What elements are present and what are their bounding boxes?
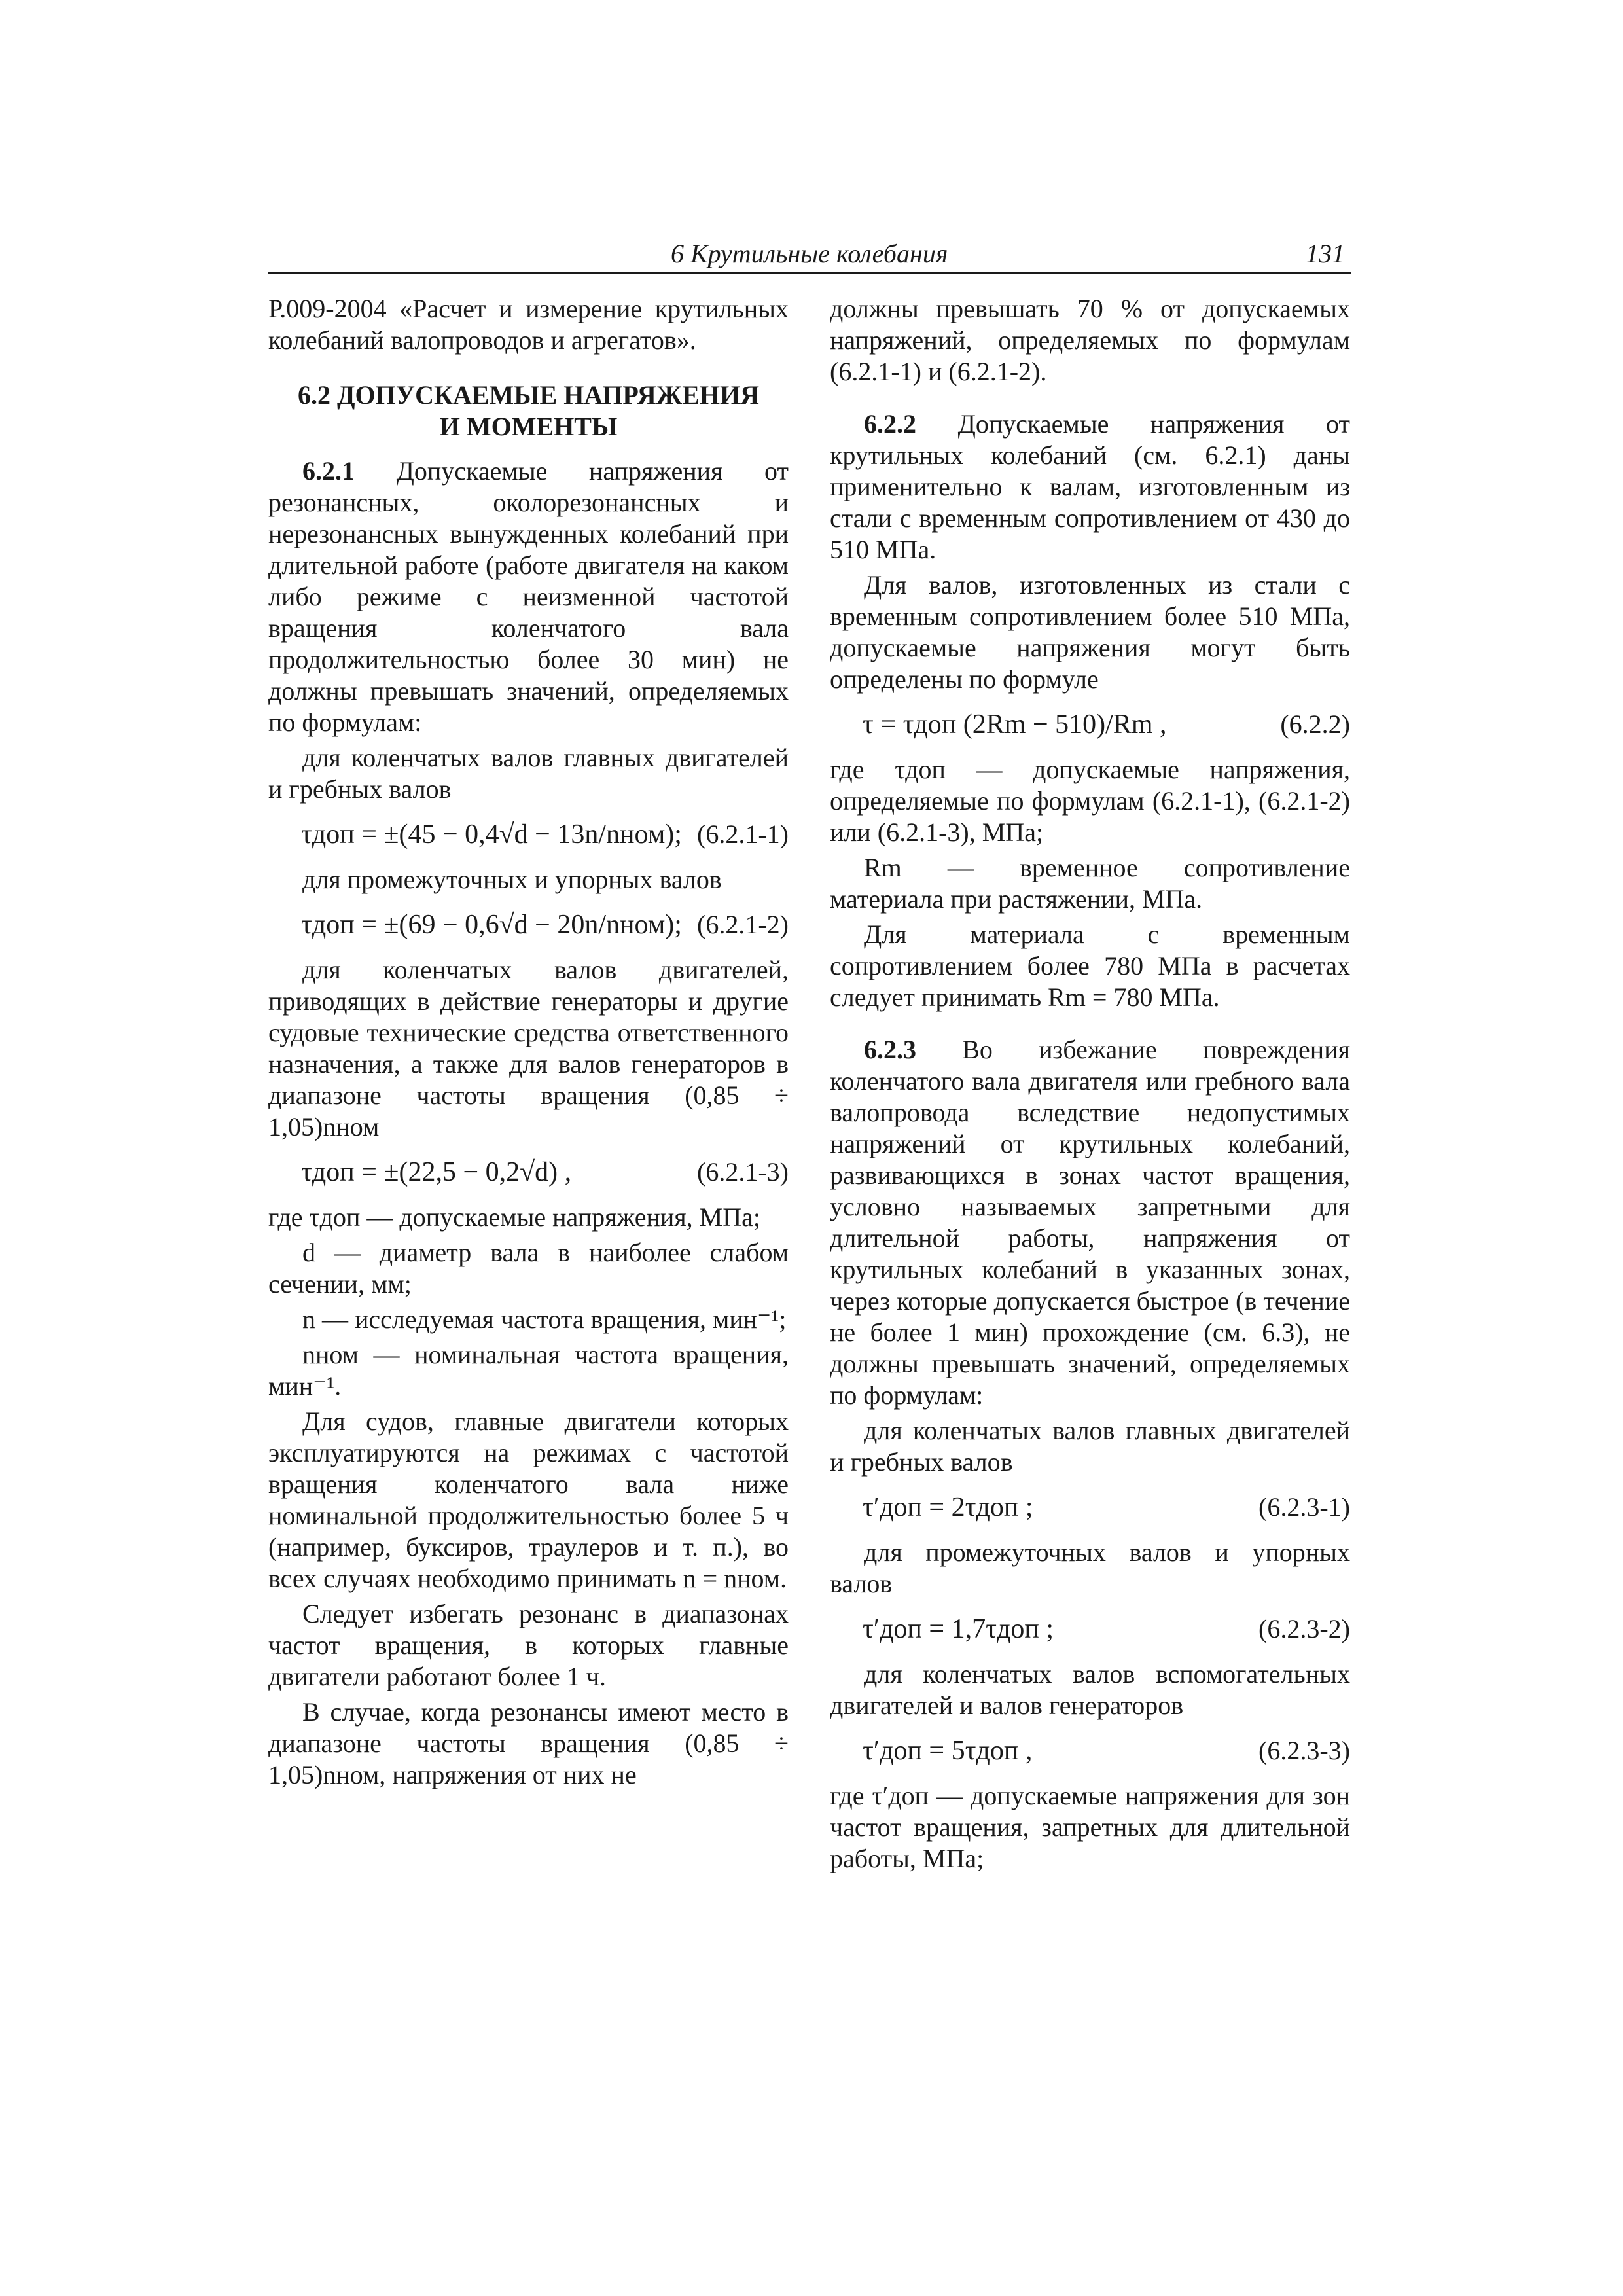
definition: где τдоп — допускаемые напряжения, определяемые по формулам (6.2.1-1), (6.2.1-2) или (6.2.1-3), МПа; (830, 755, 1350, 847)
case-text: для коленчатых валов вспомогательных двигателей и валов генераторов (830, 1659, 1350, 1720)
clause-number: 6.2.3 (864, 1035, 916, 1064)
formula-6-2-3-3 (830, 1728, 1350, 1774)
definition: где τдоп — допускаемые напряжения, МПа; (268, 1202, 760, 1232)
intro-paragraph: Р.009-2004 «Расчет и измерение крутильных колебаний валопроводов и агрегатов». (268, 294, 789, 355)
formula-number: (6.2.3-2) (1258, 1614, 1350, 1643)
definition: d — диаметр вала в наиболее слабом сечении, мм; (268, 1238, 789, 1299)
paragraph: Для валов, изготовленных из стали с временным сопротивлением более 510 МПа, допускаемые напряжения могут быть определены по формуле (830, 570, 1350, 694)
paragraph: Для материала с временным сопротивлением более 780 МПа в расчетах следует принимать Rm = 780 МПа. (830, 920, 1350, 1012)
formula-6-2-1-3 (268, 1149, 789, 1195)
clause-number: 6.2.1 (302, 456, 355, 486)
formula-expression: τ′доп = 1,7τдоп ; (863, 1614, 1054, 1644)
formula-6-2-1-2 (268, 902, 789, 948)
definition: Rm — временное сопротивление материала при растяжении, МПа. (830, 853, 1350, 914)
definition: nном — номинальная частота вращения, мин⁻¹. (268, 1340, 789, 1401)
formula-6-2-1-1 (268, 812, 789, 857)
section-heading-line2: И МОМЕНТЫ (439, 412, 618, 441)
formula-expression: τдоп = ±(22,5 − 0,2√d) , (301, 1157, 572, 1187)
page-number: 131 (1306, 239, 1345, 268)
clause-6-2-3 (830, 1034, 1350, 1411)
section-heading-line1: 6.2 ДОПУСКАЕМЫЕ НАПРЯЖЕНИЯ (297, 380, 760, 410)
paragraph: Следует избегать резонанс в диапазонах частот вращения, в которых главные двигатели работают более 1 ч. (268, 1599, 789, 1691)
definition: где τ′доп — допускаемые напряжения для зон частот вращения, запретных для длительной работы, МПа; (830, 1781, 1350, 1873)
case-text: для коленчатых валов главных двигателей и гребных валов (830, 1416, 1350, 1477)
formula-expression: τ = τдоп (2Rm − 510)/Rm , (863, 709, 1167, 740)
definition: n — исследуемая частота вращения, мин⁻¹; (302, 1304, 787, 1334)
formula-expression: τ′доп = 2τдоп ; (863, 1492, 1033, 1522)
case-text: для коленчатых валов главных двигателей и гребных валов (268, 743, 789, 804)
formula-number: (6.2.3-1) (1258, 1492, 1350, 1522)
section-heading (268, 380, 789, 442)
formula-number: (6.2.3-3) (1258, 1736, 1350, 1765)
paragraph: должны превышать 70 % от допускаемых напряжений, определяемых по формулам (6.2.1-1) и (6.2.1-2). (830, 294, 1350, 386)
formula-number: (6.2.2) (1280, 709, 1350, 739)
right-column (830, 293, 1350, 1878)
formula-number: (6.2.1-1) (697, 819, 789, 849)
formula-6-2-3-1 (830, 1484, 1350, 1530)
clause-6-2-1 (268, 456, 789, 738)
formula-number: (6.2.1-2) (697, 910, 789, 939)
formula-expression: τ′доп = 5τдоп , (863, 1736, 1033, 1766)
clause-text: Во избежание повреждения коленчатого вала двигателя или гребного вала валопровода вследствие недопустимых напряжений от крутильных колебаний, развивающихся в зонах частот вращения, условно называемых запретными для длительной работы, напряжения от крутильных колебаний в указанных зонах, через которые допускается быстрое (в течение не более 1 мин) прохождение (см. 6.3), не должны превышать значений, определяемых по формулам: (830, 1035, 1350, 1410)
clause-text: Допускаемые напряжения от крутильных колебаний (см. 6.2.1) даны применительно к валам, изготовленным из стали с временным сопротивлением от 430 до 510 МПа. (830, 409, 1350, 564)
clause-text: Допускаемые напряжения от резонансных, околорезонансных и нерезонансных вынужденных колебаний при длительной работе (работе двигателя на каком либо режиме с неизменной частотой вращения коленчатого вала продолжительностью более 30 мин) не должны превышать значений, определяемых по формулам: (268, 456, 789, 737)
case-text: для промежуточных валов и упорных валов (830, 1537, 1350, 1598)
formula-6-2-2 (830, 702, 1350, 747)
paragraph: В случае, когда резонансы имеют место в диапазоне частоты вращения (0,85 ÷ 1,05)nном, напряжения от них не (268, 1697, 789, 1789)
paragraph: Для судов, главные двигатели которых эксплуатируются на режимах с частотой вращения коленчатого вала ниже номинальной продолжительностью более 5 ч (например, буксиров, траулеров и т. п.), во всех случаях необходимо принимать n = nном. (268, 1407, 789, 1593)
formula-expression: τдоп = ±(69 − 0,6√d − 20n/nном); (301, 910, 682, 940)
clause-number: 6.2.2 (864, 409, 916, 439)
clause-6-2-2 (830, 408, 1350, 565)
formula-number: (6.2.1-3) (697, 1157, 789, 1187)
formula-expression: τдоп = ±(45 − 0,4√d − 13n/nном); (301, 819, 682, 850)
case-text: для промежуточных и упорных валов (302, 865, 722, 894)
page-header (268, 236, 1351, 274)
formula-6-2-3-2 (830, 1606, 1350, 1652)
case-text: для коленчатых валов двигателей, приводящих в действие генераторы и другие судовые технические средства ответственного назначения, а также для валов генераторов в диапазоне частоты вращения (0,85 ÷ 1,05)nном (268, 955, 789, 1141)
running-title: 6 Крутильные колебания (671, 239, 948, 268)
left-column (268, 293, 789, 1795)
